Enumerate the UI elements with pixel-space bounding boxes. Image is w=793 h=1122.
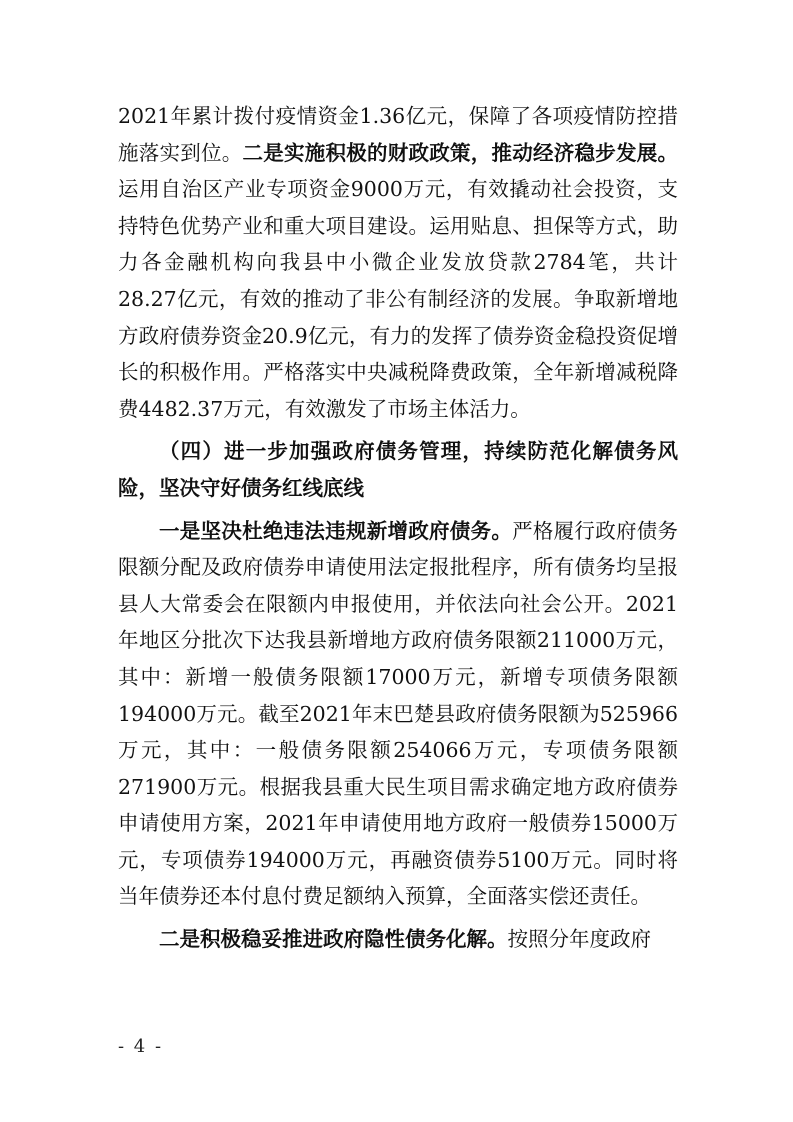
paragraph-hidden-debt (118, 921, 678, 958)
paragraph-text: 按照分年度政府 (507, 927, 651, 952)
bold-lead-sentence: 二是实施积极的财政政策，推动经济稳步发展。 (242, 140, 678, 165)
bold-lead-sentence: 一是坚决杜绝违法违规新增政府债务。 (159, 518, 513, 543)
body-text (118, 98, 678, 958)
paragraph-text: 运用自治区产业专项资金9000万元，有效撬动社会投资，支持特色优势产业和重大项目建设。运用贴息、担保等方式，助力各金融机构向我县中小微企业发放贷款2784笔，共计28.27亿元，有效的推动了非公有制经济的发展。争取新增地方政府债券资金20.9亿元，有力的发挥了债券资金稳投资促增长的积极作用。严格落实中央减税降费政策，全年新增减税降费4482.37万元，有效激发了市场主体活力。 (118, 177, 678, 421)
paragraph-debt-control (118, 513, 678, 916)
paragraph-text: 严格履行政府债务限额分配及政府债券申请使用法定报批程序，所有债务均呈报县人大常委会在限额内申报使用，并依法向社会公开。2021年地区分批次下达我县新增地方政府债务限额211000万元，其中：新增一般债务限额17000万元，新增专项债务限额194000万元。截至2021年末巴楚县政府债务限额为525966万元，其中：一般债务限额254066万元，专项债务限额271900万元。根据我县重大民生项目需求确定地方政府债券申请使用方案，2021年申请使用地方政府一般债券15000万元，专项债券194000万元，再融资债券5100万元。同时将当年债券还本付息付费足额纳入预算，全面落实偿还责任。 (118, 518, 679, 909)
page-number: - 4 - (118, 1036, 164, 1057)
bold-lead-sentence: 二是积极稳妥推进政府隐性债务化解。 (159, 927, 508, 952)
section-heading: （四）进一步加强政府债务管理，持续防范化解债务风险，坚决守好债务红线底线 (118, 439, 678, 500)
paragraph-text: 2021年累计拨付疫情资金1.36亿元，保障了各项疫情防控措施落实到位。 (118, 104, 678, 165)
paragraph-funding (118, 98, 678, 427)
